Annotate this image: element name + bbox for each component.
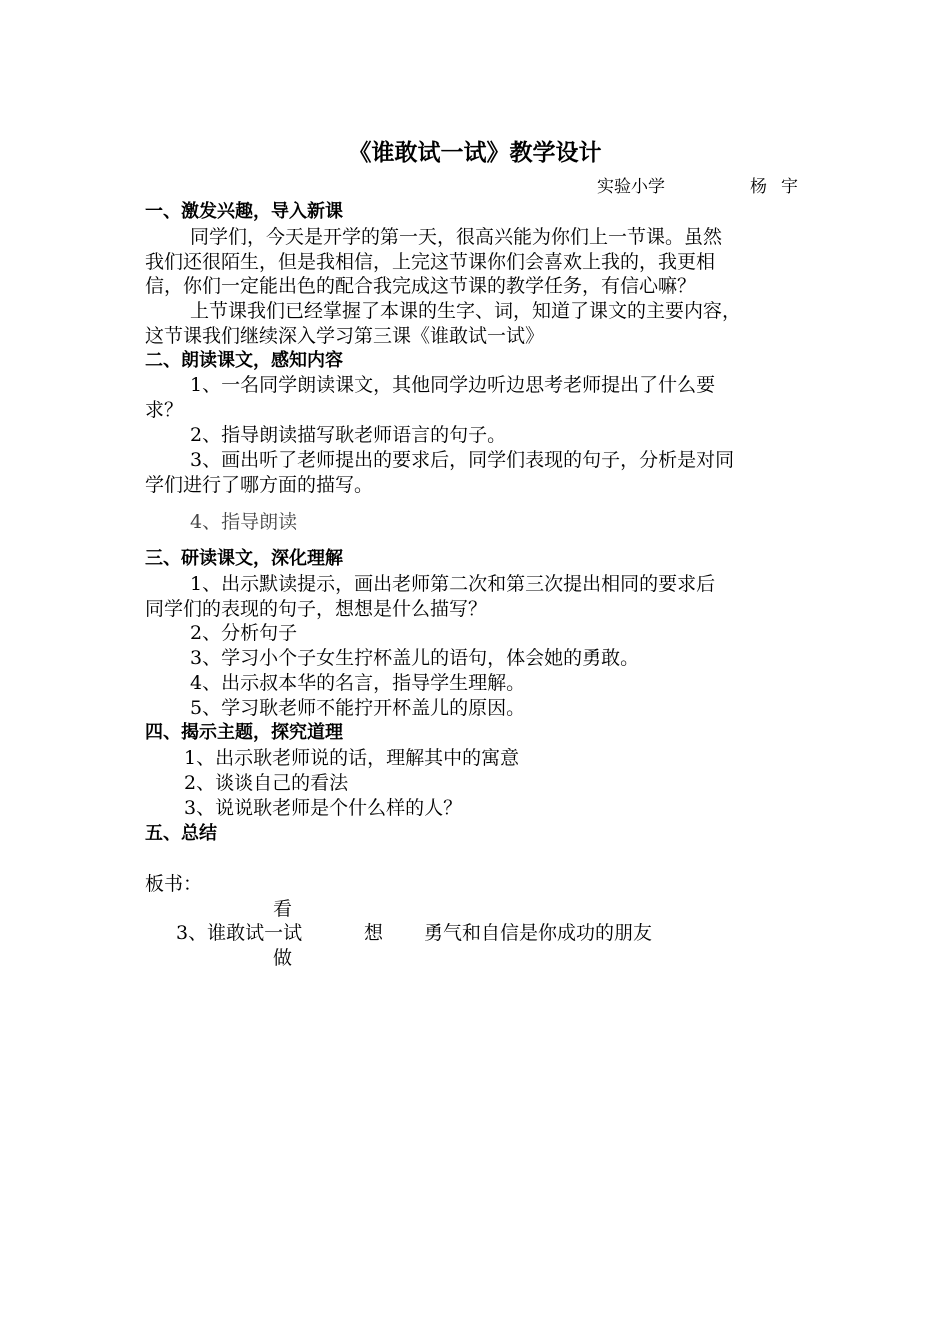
board-think: 想 bbox=[364, 922, 384, 944]
section-heading-1: 一、激发兴趣，导入新课 bbox=[145, 201, 343, 222]
list-item: 2、谈谈自己的看法 bbox=[184, 772, 349, 794]
list-item: 4、指导朗读 bbox=[190, 511, 298, 533]
list-item: 3、学习小个子女生拧杯盖儿的语句，体会她的勇敢。 bbox=[190, 647, 640, 669]
board-label: 板书： bbox=[145, 873, 203, 895]
paragraph-line: 信，你们一定能出色的配合我完成这节课的教学任务，有信心嘛？ bbox=[145, 275, 697, 297]
list-item: 1、出示耿老师说的话，理解其中的寓意 bbox=[184, 747, 520, 769]
list-item: 1、出示默读提示，画出老师第二次和第三次提出相同的要求后 bbox=[190, 573, 716, 595]
list-item: 1、一名同学朗读课文，其他同学边听边思考老师提出了什么要 bbox=[190, 374, 716, 396]
section-heading-5: 五、总结 bbox=[145, 823, 217, 844]
section-heading-2: 二、朗读课文，感知内容 bbox=[145, 350, 343, 371]
list-item: 求？ bbox=[145, 399, 184, 421]
list-item: 3、画出听了老师提出的要求后，同学们表现的句子，分析是对同 bbox=[190, 449, 735, 471]
list-item: 学们进行了哪方面的描写。 bbox=[145, 474, 374, 496]
paragraph-line: 我们还很陌生，但是我相信，上完这节课你们会喜欢上我的，我更相 bbox=[145, 251, 716, 273]
list-item: 2、指导朗读描写耿老师语言的句子。 bbox=[190, 424, 507, 446]
board-do: 做 bbox=[273, 947, 293, 969]
list-item: 4、出示叔本华的名言，指导学生理解。 bbox=[190, 672, 526, 694]
list-item: 5、学习耿老师不能拧开杯盖儿的原因。 bbox=[190, 697, 526, 719]
list-item: 2、分析句子 bbox=[190, 622, 298, 644]
author-name: 杨宇 bbox=[750, 177, 812, 197]
section-heading-3: 三、研读课文，深化理解 bbox=[145, 548, 343, 569]
paragraph-line: 这节课我们继续深入学习第三课《谁敢试一试》 bbox=[145, 325, 545, 347]
school-name: 实验小学 bbox=[597, 177, 665, 197]
list-item: 同学们的表现的句子，想想是什么描写？ bbox=[145, 598, 488, 620]
document-title: 《谁敢试一试》教学设计 bbox=[348, 140, 602, 166]
board-look: 看 bbox=[273, 898, 293, 920]
paragraph-line: 同学们，今天是开学的第一天，很高兴能为你们上一节课。虽然 bbox=[190, 226, 723, 248]
board-motto: 勇气和自信是你成功的朋友 bbox=[424, 922, 653, 944]
list-item: 3、说说耿老师是个什么样的人？ bbox=[184, 797, 463, 819]
section-heading-4: 四、揭示主题，探究道理 bbox=[145, 722, 343, 743]
board-lesson: 3、谁敢试一试 bbox=[176, 922, 303, 944]
paragraph-line: 上节课我们已经掌握了本课的生字、词，知道了课文的主要内容， bbox=[190, 300, 742, 322]
